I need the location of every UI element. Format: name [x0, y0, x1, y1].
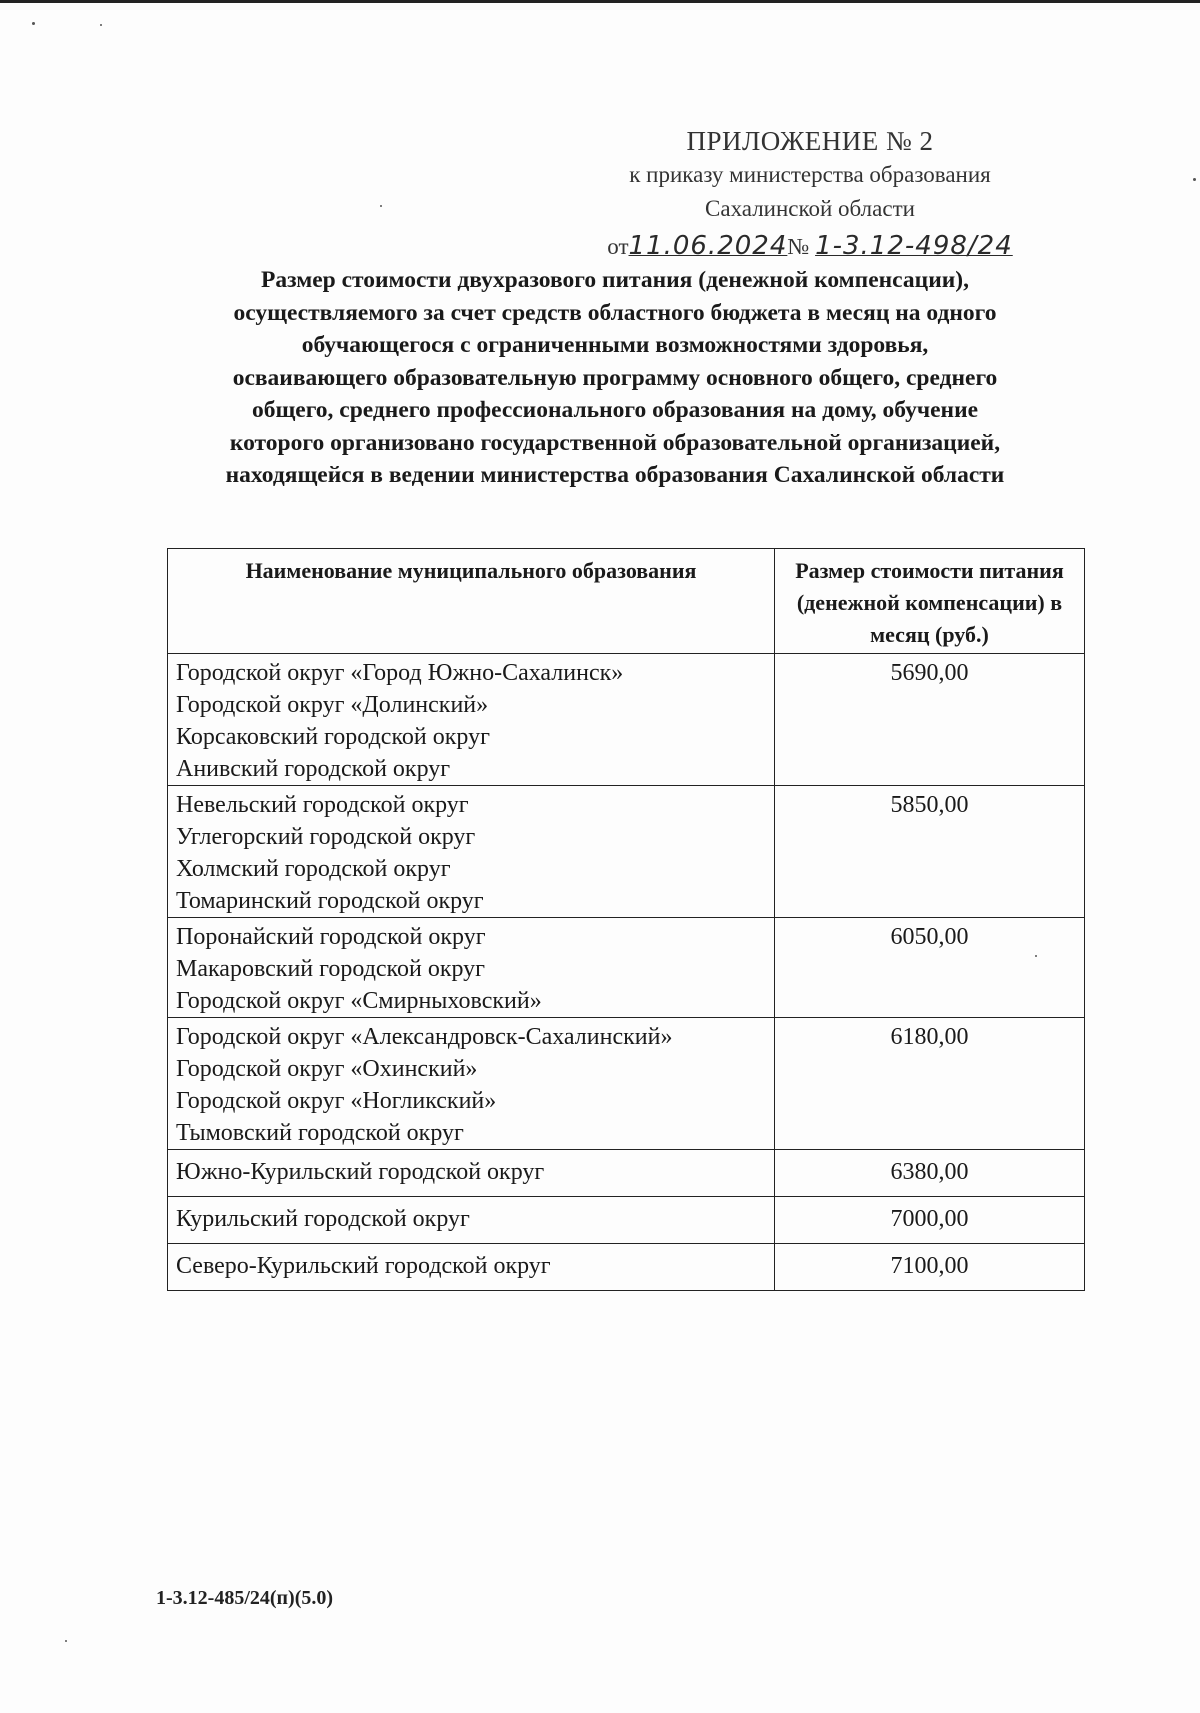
municipality-cell [168, 786, 775, 918]
municipality-cell [168, 1197, 775, 1244]
title-line: осваивающего образовательную программу основного общего, среднего [232, 364, 998, 391]
from-label: от [607, 234, 629, 259]
municipality-name: Невельский городской округ [176, 792, 469, 818]
municipality-name: Городской округ «Долинский» [176, 692, 489, 718]
municipality-cell [168, 1018, 775, 1150]
municipality-name: Анивский городской округ [176, 756, 451, 782]
municipality-name: Городской округ «Александровск-Сахалинский» [176, 1024, 673, 1050]
scan-speck [380, 205, 382, 207]
title-line: Размер стоимости двухразового питания (денежной компенсации), [261, 267, 969, 293]
price-cell: 5690,00 [775, 654, 1085, 786]
municipality-cell [168, 918, 775, 1018]
municipality-name: Поронайский городской округ [176, 924, 486, 950]
header-municipality: Наименование муниципального образования [168, 549, 775, 654]
title-line: общего, среднего профессионального образования на дому, обучение [251, 397, 979, 423]
title-line: осуществляемого за счет средств областного бюджета в месяц на одного [233, 299, 997, 326]
table-row [168, 786, 1085, 918]
municipality-name: Углегорский городской округ [176, 824, 476, 850]
number-label: № [787, 234, 810, 259]
municipality-name: Курильский городской округ [176, 1206, 470, 1232]
municipality-name: Тымовский городской округ [176, 1120, 464, 1146]
document-code: 1-3.12-485/24(п)(5.0) [156, 1587, 334, 1609]
scan-speck [32, 22, 35, 25]
municipality-name: Корсаковский городской округ [176, 724, 490, 750]
municipality-name: Городской округ «Смирныховский» [176, 988, 542, 1014]
handwritten-date: 11.06.2024 [628, 231, 788, 261]
table-row [168, 1244, 1085, 1291]
appendix-region-line: Сахалинской области [705, 196, 915, 221]
title-line: обучающегося с ограниченными возможностями здоровья, [301, 332, 929, 358]
municipality-name: Городской округ «Город Южно-Сахалинск» [176, 660, 624, 686]
municipality-name: Южно-Курильский городской округ [176, 1159, 545, 1185]
municipality-cell [168, 1150, 775, 1197]
municipality-name: Городской округ «Ногликский» [176, 1088, 497, 1114]
scan-speck [1193, 178, 1196, 181]
price-cell: 5850,00 [775, 786, 1085, 918]
price-cell: 7100,00 [775, 1244, 1085, 1291]
table-header-row [168, 549, 1085, 654]
municipality-name: Северо-Курильский городской округ [176, 1253, 551, 1279]
scan-speck [100, 24, 102, 26]
municipality-cell [168, 1244, 775, 1291]
scan-speck [65, 1640, 67, 1642]
title-line: находящейся в ведении министерства образования Сахалинской области [225, 462, 1005, 488]
table-row [168, 1018, 1085, 1150]
appendix-order-line: к приказу министерства образования [629, 162, 991, 187]
appendix-title: ПРИЛОЖЕНИЕ № 2 [686, 126, 934, 156]
appendix-header [560, 124, 1060, 267]
price-cell: 7000,00 [775, 1197, 1085, 1244]
order-date-number [560, 226, 1060, 267]
document-title [150, 264, 1080, 492]
title-line: которого организовано государственной образовательной организацией, [229, 429, 1001, 456]
price-cell: 6050,00 [775, 918, 1085, 1018]
municipality-name: Макаровский городской округ [176, 956, 486, 982]
municipality-name: Городской округ «Охинский» [176, 1056, 478, 1082]
table-row [168, 1150, 1085, 1197]
rates-table [167, 548, 1085, 1291]
municipality-name: Холмский городской округ [176, 856, 451, 882]
table-row [168, 654, 1085, 786]
handwritten-number: 1-3.12-498/24 [815, 231, 1013, 261]
table-row [168, 918, 1085, 1018]
price-cell: 6380,00 [775, 1150, 1085, 1197]
table-row [168, 1197, 1085, 1244]
scan-top-edge [0, 0, 1200, 3]
price-cell: 6180,00 [775, 1018, 1085, 1150]
municipality-cell [168, 654, 775, 786]
municipality-name: Томаринский городской округ [176, 888, 484, 914]
header-price: Размер стоимости питания (денежной компенсации) в месяц (руб.) [775, 549, 1085, 654]
